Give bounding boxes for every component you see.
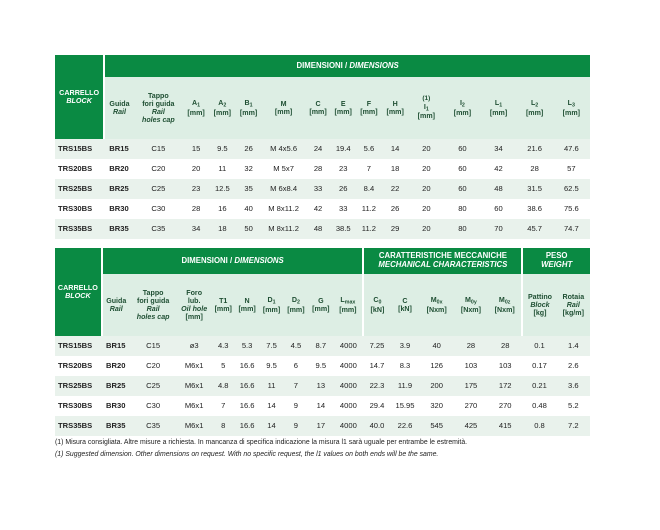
table-cell: 103 <box>488 356 522 376</box>
table-cell: 62.5 <box>553 179 590 199</box>
table-cell: 0.8 <box>522 416 556 436</box>
table-cell: 7.25 <box>363 336 390 356</box>
table-row <box>55 396 590 416</box>
table-cell: 34 <box>480 139 516 159</box>
table-cell: 32 <box>235 159 261 179</box>
table-cell: 415 <box>488 416 522 436</box>
table-cell: 28 <box>305 159 330 179</box>
table-cell: 60 <box>444 159 480 179</box>
table-cell: 29 <box>382 219 408 239</box>
col-m0x: $M_{0x}$ [Nxm] <box>420 274 454 336</box>
table-cell: ø3 <box>177 336 212 356</box>
mechanical-group-header: CARATTERISTICHE MECCANICHE MECHANICAL CHARACTERISTICS <box>363 248 522 274</box>
table-cell: 18 <box>209 219 235 239</box>
table-cell: 28 <box>488 336 522 356</box>
table-row <box>55 336 590 356</box>
table-cell: M 4x5.6 <box>262 139 306 159</box>
table-cell: 42 <box>305 199 330 219</box>
col-h: H [mm] <box>382 77 408 139</box>
col-e: E [mm] <box>331 77 356 139</box>
table-cell: 35 <box>235 179 261 199</box>
table-cell: 545 <box>420 416 454 436</box>
table-cell: 9.5 <box>209 139 235 159</box>
col-f: F [mm] <box>356 77 382 139</box>
mechanical-table <box>55 248 590 436</box>
table-cell: 4000 <box>333 396 363 416</box>
table-cell: M 5x7 <box>262 159 306 179</box>
table-cell: C30 <box>134 199 183 219</box>
col-block-weight: Pattino Block [kg] <box>522 274 556 336</box>
table-cell: 14 <box>308 396 333 416</box>
table-cell: 4.5 <box>283 336 308 356</box>
table-cell: 1.4 <box>557 336 590 356</box>
table-cell: 33 <box>331 199 356 219</box>
table-cell: BR30 <box>102 396 130 416</box>
table-cell: C30 <box>130 396 177 416</box>
table-cell: 20 <box>408 159 444 179</box>
table-cell: 14 <box>382 139 408 159</box>
table-row <box>55 376 590 396</box>
dimensions-table-body <box>55 139 590 239</box>
block-code-cell: TRS20BS <box>55 159 104 179</box>
table-cell: 20 <box>408 199 444 219</box>
col-g: G [mm] <box>308 274 333 336</box>
table-cell: 2.6 <box>557 356 590 376</box>
table-cell: 15 <box>183 139 209 159</box>
table-cell: 75.6 <box>553 199 590 219</box>
block-code-cell: TRS20BS <box>55 356 102 376</box>
table-cell: 80 <box>444 199 480 219</box>
table-cell: 20 <box>408 179 444 199</box>
col-m0y: $M_{0y}$ [Nxm] <box>454 274 488 336</box>
table-cell: M6x1 <box>177 416 212 436</box>
table-cell: 4000 <box>333 356 363 376</box>
table-cell: BR35 <box>104 219 134 239</box>
dimensions-group-it: DIMENSIONI / <box>296 60 350 70</box>
col-L2: $L_2$ [mm] <box>517 77 553 139</box>
col-c0: $C_0$ [kN] <box>363 274 390 336</box>
block-code-cell: TRS30BS <box>55 199 104 219</box>
table-cell: 48 <box>305 219 330 239</box>
table-cell: 24 <box>305 139 330 159</box>
col-cap-2: Tappo fori guida Rail holes cap <box>130 274 177 336</box>
col-c-dyn: C [kN] <box>390 274 419 336</box>
col-m: M [mm] <box>262 77 306 139</box>
table-cell: 20 <box>183 159 209 179</box>
table-cell: 20 <box>408 139 444 159</box>
table-cell: 4000 <box>333 376 363 396</box>
block-code-cell: TRS30BS <box>55 396 102 416</box>
table-cell: 7.5 <box>260 336 284 356</box>
table-cell: 12.5 <box>209 179 235 199</box>
table-cell: 40.0 <box>363 416 390 436</box>
table-cell: 9.5 <box>308 356 333 376</box>
table-cell: M6x1 <box>177 356 212 376</box>
col-l1: (1) $I_1$ [mm] <box>408 77 444 139</box>
table-cell: 11 <box>260 376 284 396</box>
table-cell: 14 <box>260 396 284 416</box>
table-cell: 7 <box>212 396 235 416</box>
mechanical-table-body <box>55 336 590 436</box>
table-cell: C35 <box>130 416 177 436</box>
table-cell: 0.1 <box>522 336 556 356</box>
table-cell: 4.3 <box>212 336 235 356</box>
table-cell: 13 <box>308 376 333 396</box>
table-cell: 23 <box>331 159 356 179</box>
table-cell: C25 <box>130 376 177 396</box>
table-cell: 0.21 <box>522 376 556 396</box>
table-cell: 17 <box>308 416 333 436</box>
table-cell: 9 <box>283 416 308 436</box>
table-cell: 50 <box>235 219 261 239</box>
dimensions-group-header <box>104 55 590 77</box>
table-cell: 14.7 <box>363 356 390 376</box>
table-cell: 57 <box>553 159 590 179</box>
col-L1: $L_1$ [mm] <box>480 77 516 139</box>
block-header-2: CARRELLO BLOCK <box>55 248 102 336</box>
table-cell: 7.2 <box>557 416 590 436</box>
table-cell: 7 <box>356 159 382 179</box>
col-oil-hole: Foro lub. Oil hole [mm] <box>177 274 212 336</box>
table-cell: 60 <box>444 179 480 199</box>
table-cell: 26 <box>382 199 408 219</box>
dimensions-group-header-2: DIMENSIONI / DIMENSIONS <box>102 248 364 274</box>
table-cell: 19.4 <box>331 139 356 159</box>
table-cell: 11.9 <box>390 376 419 396</box>
table-cell: 270 <box>454 396 488 416</box>
table-cell: M 8x11.2 <box>262 219 306 239</box>
col-d2: $D_2$ [mm] <box>283 274 308 336</box>
table-cell: 126 <box>420 356 454 376</box>
table-cell: 18 <box>382 159 408 179</box>
table-cell: BR15 <box>102 336 130 356</box>
col-m0z: $M_{0z}$ [Nxm] <box>488 274 522 336</box>
table-cell: BR25 <box>104 179 134 199</box>
table-cell: 103 <box>454 356 488 376</box>
table-row <box>55 139 590 159</box>
table-cell: 270 <box>488 396 522 416</box>
table-cell: BR25 <box>102 376 130 396</box>
block-code-cell: TRS15BS <box>55 336 102 356</box>
table-cell: C20 <box>134 159 183 179</box>
col-rail: Guida Rail <box>104 77 134 139</box>
col-rail-2: Guida Rail <box>102 274 130 336</box>
col-a1: $A_1$ [mm] <box>183 77 209 139</box>
table-cell: M6x1 <box>177 396 212 416</box>
table-cell: 4.8 <box>212 376 235 396</box>
table-cell: 5 <box>212 356 235 376</box>
col-rail-weight: Rotaia Rail [kg/m] <box>557 274 590 336</box>
table-cell: 45.7 <box>517 219 553 239</box>
table-cell: 47.6 <box>553 139 590 159</box>
table-cell: 34 <box>183 219 209 239</box>
table-cell: C20 <box>130 356 177 376</box>
col-L3: $L_3$ [mm] <box>553 77 590 139</box>
table-cell: 38.6 <box>517 199 553 219</box>
col-lmax: $L_{max}$ [mm] <box>333 274 363 336</box>
table-cell: 8.7 <box>308 336 333 356</box>
table-cell: M6x1 <box>177 376 212 396</box>
table-cell: 33 <box>305 179 330 199</box>
table-cell: 3.6 <box>557 376 590 396</box>
table-cell: 60 <box>444 139 480 159</box>
note-marker: (1) <box>422 95 431 103</box>
table-cell: C25 <box>134 179 183 199</box>
table-row <box>55 179 590 199</box>
table-row <box>55 199 590 219</box>
col-d1: $D_1$ [mm] <box>260 274 284 336</box>
table-cell: 5.2 <box>557 396 590 416</box>
col-l2: $I_2$ [mm] <box>444 77 480 139</box>
table-cell: 16.6 <box>235 356 260 376</box>
col-a2: $A_2$ [mm] <box>209 77 235 139</box>
footnote-en: (1) Suggested dimension. Other dimensions on request. With no specific request, the l1 values on both ends will be the same. <box>55 451 439 458</box>
table-cell: 28 <box>454 336 488 356</box>
col-n: N [mm] <box>235 274 260 336</box>
col-b1: $B_1$ [mm] <box>235 77 261 139</box>
table-cell: BR15 <box>104 139 134 159</box>
col-c: C [mm] <box>305 77 330 139</box>
table-cell: 26 <box>331 179 356 199</box>
table-cell: 26 <box>235 139 261 159</box>
table-cell: C15 <box>130 336 177 356</box>
table-row <box>55 356 590 376</box>
table-cell: 0.48 <box>522 396 556 416</box>
table-cell: 22 <box>382 179 408 199</box>
table-cell: 80 <box>444 219 480 239</box>
dimensions-group-en: DIMENSIONS <box>349 60 399 70</box>
table-cell: 31.5 <box>517 179 553 199</box>
dimensions-table <box>55 55 590 239</box>
table-cell: 7 <box>283 376 308 396</box>
table-cell: 28 <box>183 199 209 219</box>
table-cell: 9 <box>283 396 308 416</box>
table-cell: 11.2 <box>356 199 382 219</box>
table-cell: BR35 <box>102 416 130 436</box>
block-header-it: CARRELLO <box>59 87 100 97</box>
table-cell: 16.6 <box>235 416 260 436</box>
block-code-cell: TRS15BS <box>55 139 104 159</box>
block-code-cell: TRS25BS <box>55 376 102 396</box>
table-cell: 20 <box>408 219 444 239</box>
table-cell: 172 <box>488 376 522 396</box>
table-cell: 42 <box>480 159 516 179</box>
table-cell: 4000 <box>333 336 363 356</box>
weight-group-header: PESO WEIGHT <box>522 248 590 274</box>
table-cell: 38.5 <box>331 219 356 239</box>
table-cell: C15 <box>134 139 183 159</box>
table-cell: C35 <box>134 219 183 239</box>
block-header-en: BLOCK <box>66 96 92 105</box>
table-cell: 8.4 <box>356 179 382 199</box>
table-cell: 5.3 <box>235 336 260 356</box>
table-cell: 8 <box>212 416 235 436</box>
table-cell: 40 <box>420 336 454 356</box>
table-row <box>55 219 590 239</box>
table-cell: 200 <box>420 376 454 396</box>
table-row <box>55 416 590 436</box>
table-cell: 23 <box>183 179 209 199</box>
table-cell: 48 <box>480 179 516 199</box>
block-header <box>55 55 104 139</box>
table-cell: 16 <box>209 199 235 219</box>
col-t1: T1 [mm] <box>212 274 235 336</box>
table-cell: 40 <box>235 199 261 219</box>
table-cell: 28 <box>517 159 553 179</box>
table-cell: BR20 <box>102 356 130 376</box>
table-cell: 70 <box>480 219 516 239</box>
table-cell: 21.6 <box>517 139 553 159</box>
table-cell: 5.6 <box>356 139 382 159</box>
table-cell: 11.2 <box>356 219 382 239</box>
table-cell: 60 <box>480 199 516 219</box>
table-cell: 29.4 <box>363 396 390 416</box>
table-cell: M 8x11.2 <box>262 199 306 219</box>
block-code-cell: TRS35BS <box>55 219 104 239</box>
block-code-cell: TRS25BS <box>55 179 104 199</box>
table-cell: 74.7 <box>553 219 590 239</box>
table-cell: M 6x8.4 <box>262 179 306 199</box>
table-cell: 16.6 <box>235 396 260 416</box>
table-cell: 15.95 <box>390 396 419 416</box>
table-cell: 11 <box>209 159 235 179</box>
block-code-cell: TRS35BS <box>55 416 102 436</box>
table-cell: 22.6 <box>390 416 419 436</box>
table-cell: 4000 <box>333 416 363 436</box>
table-cell: 16.6 <box>235 376 260 396</box>
table-cell: 425 <box>454 416 488 436</box>
footnote-it: (1) Misura consigliata. Altre misure a richiesta. In mancanza di specifica indicazione la misura l1 sarà uguale per entrambe le estremità. <box>55 439 468 446</box>
table-cell: 3.9 <box>390 336 419 356</box>
table-cell: BR20 <box>104 159 134 179</box>
table-cell: BR30 <box>104 199 134 219</box>
table-cell: 9.5 <box>260 356 284 376</box>
table-cell: 22.3 <box>363 376 390 396</box>
table-cell: 175 <box>454 376 488 396</box>
table-cell: 320 <box>420 396 454 416</box>
table-cell: 8.3 <box>390 356 419 376</box>
table-cell: 6 <box>283 356 308 376</box>
table-row <box>55 159 590 179</box>
table-cell: 14 <box>260 416 284 436</box>
col-cap: Tappo fori guida Rail holes cap <box>134 77 183 139</box>
table-cell: 0.17 <box>522 356 556 376</box>
